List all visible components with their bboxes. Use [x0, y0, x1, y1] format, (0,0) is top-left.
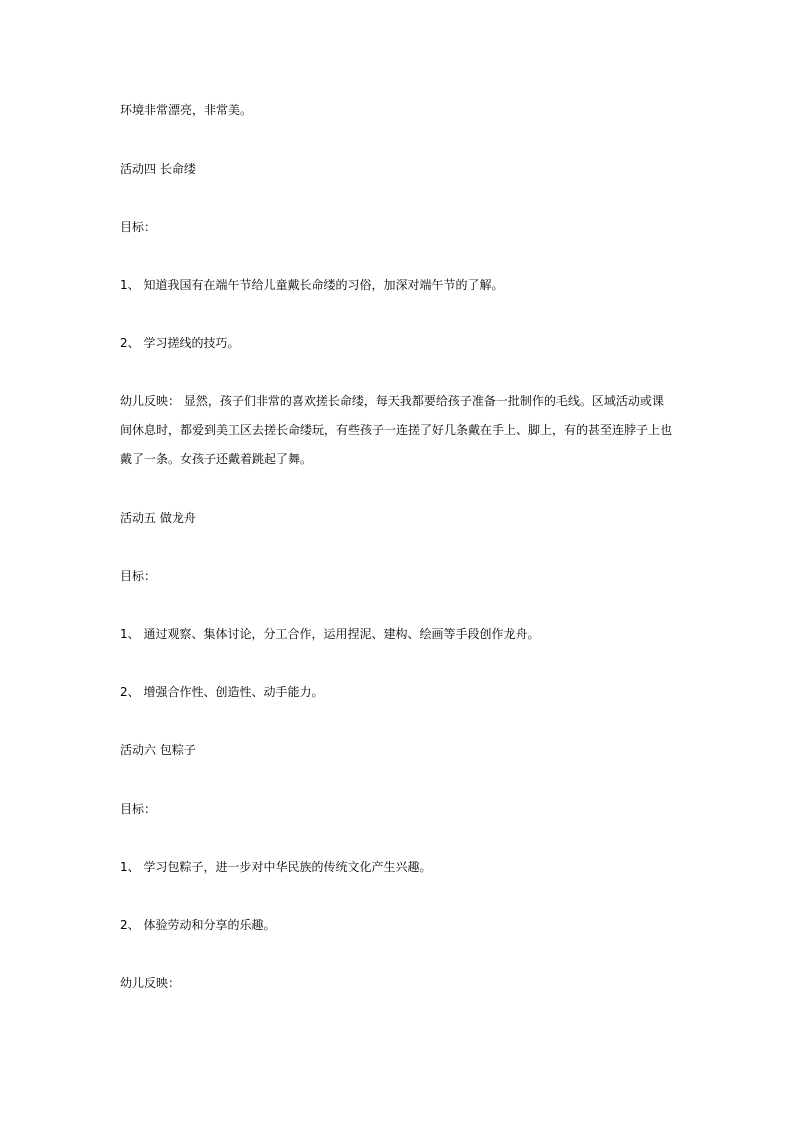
goals-label: 目标： — [120, 220, 157, 234]
heading-activity-five: 活动五 做龙舟 — [120, 511, 196, 525]
reaction-line-2: 间休息时，都爱到美工区去搓长命缕玩，有些孩子一连搓了好几条戴在手上、脚上，有的甚至连脖子上也 — [120, 423, 673, 437]
goal-item-1: 1、 通过观察、集体讨论，分工合作，运用捏泥、建构、绘画等手段创作龙舟。 — [120, 627, 540, 641]
goal-item-2: 2、 学习搓线的技巧。 — [120, 336, 240, 350]
goal-item-1: 1、 学习包粽子，进一步对中华民族的传统文化产生兴趣。 — [120, 860, 432, 874]
paragraph-intro-ending: 环境非常漂亮，非常美。 — [120, 103, 253, 117]
goals-label: 目标： — [120, 569, 157, 583]
goal-item-2: 2、 体验劳动和分享的乐趣。 — [120, 918, 276, 932]
reaction-line-3: 戴了一条。女孩子还戴着跳起了舞。 — [120, 452, 313, 466]
goals-label: 目标： — [120, 802, 157, 816]
heading-activity-four: 活动四 长命缕 — [120, 162, 196, 176]
reaction-line-1: 幼儿反映： 显然，孩子们非常的喜欢搓长命缕，每天我都要给孩子准备一批制作的毛线。区域活动或课 — [120, 394, 664, 408]
goal-item-1: 1、 知道我国有在端午节给儿童戴长命缕的习俗，加深对端午节的了解。 — [120, 278, 504, 292]
children-reaction-label: 幼儿反映： — [120, 976, 181, 990]
heading-activity-six: 活动六 包粽子 — [120, 743, 196, 757]
goal-item-2: 2、 增强合作性、创造性、动手能力。 — [120, 685, 324, 699]
children-reaction-paragraph — [120, 387, 680, 474]
